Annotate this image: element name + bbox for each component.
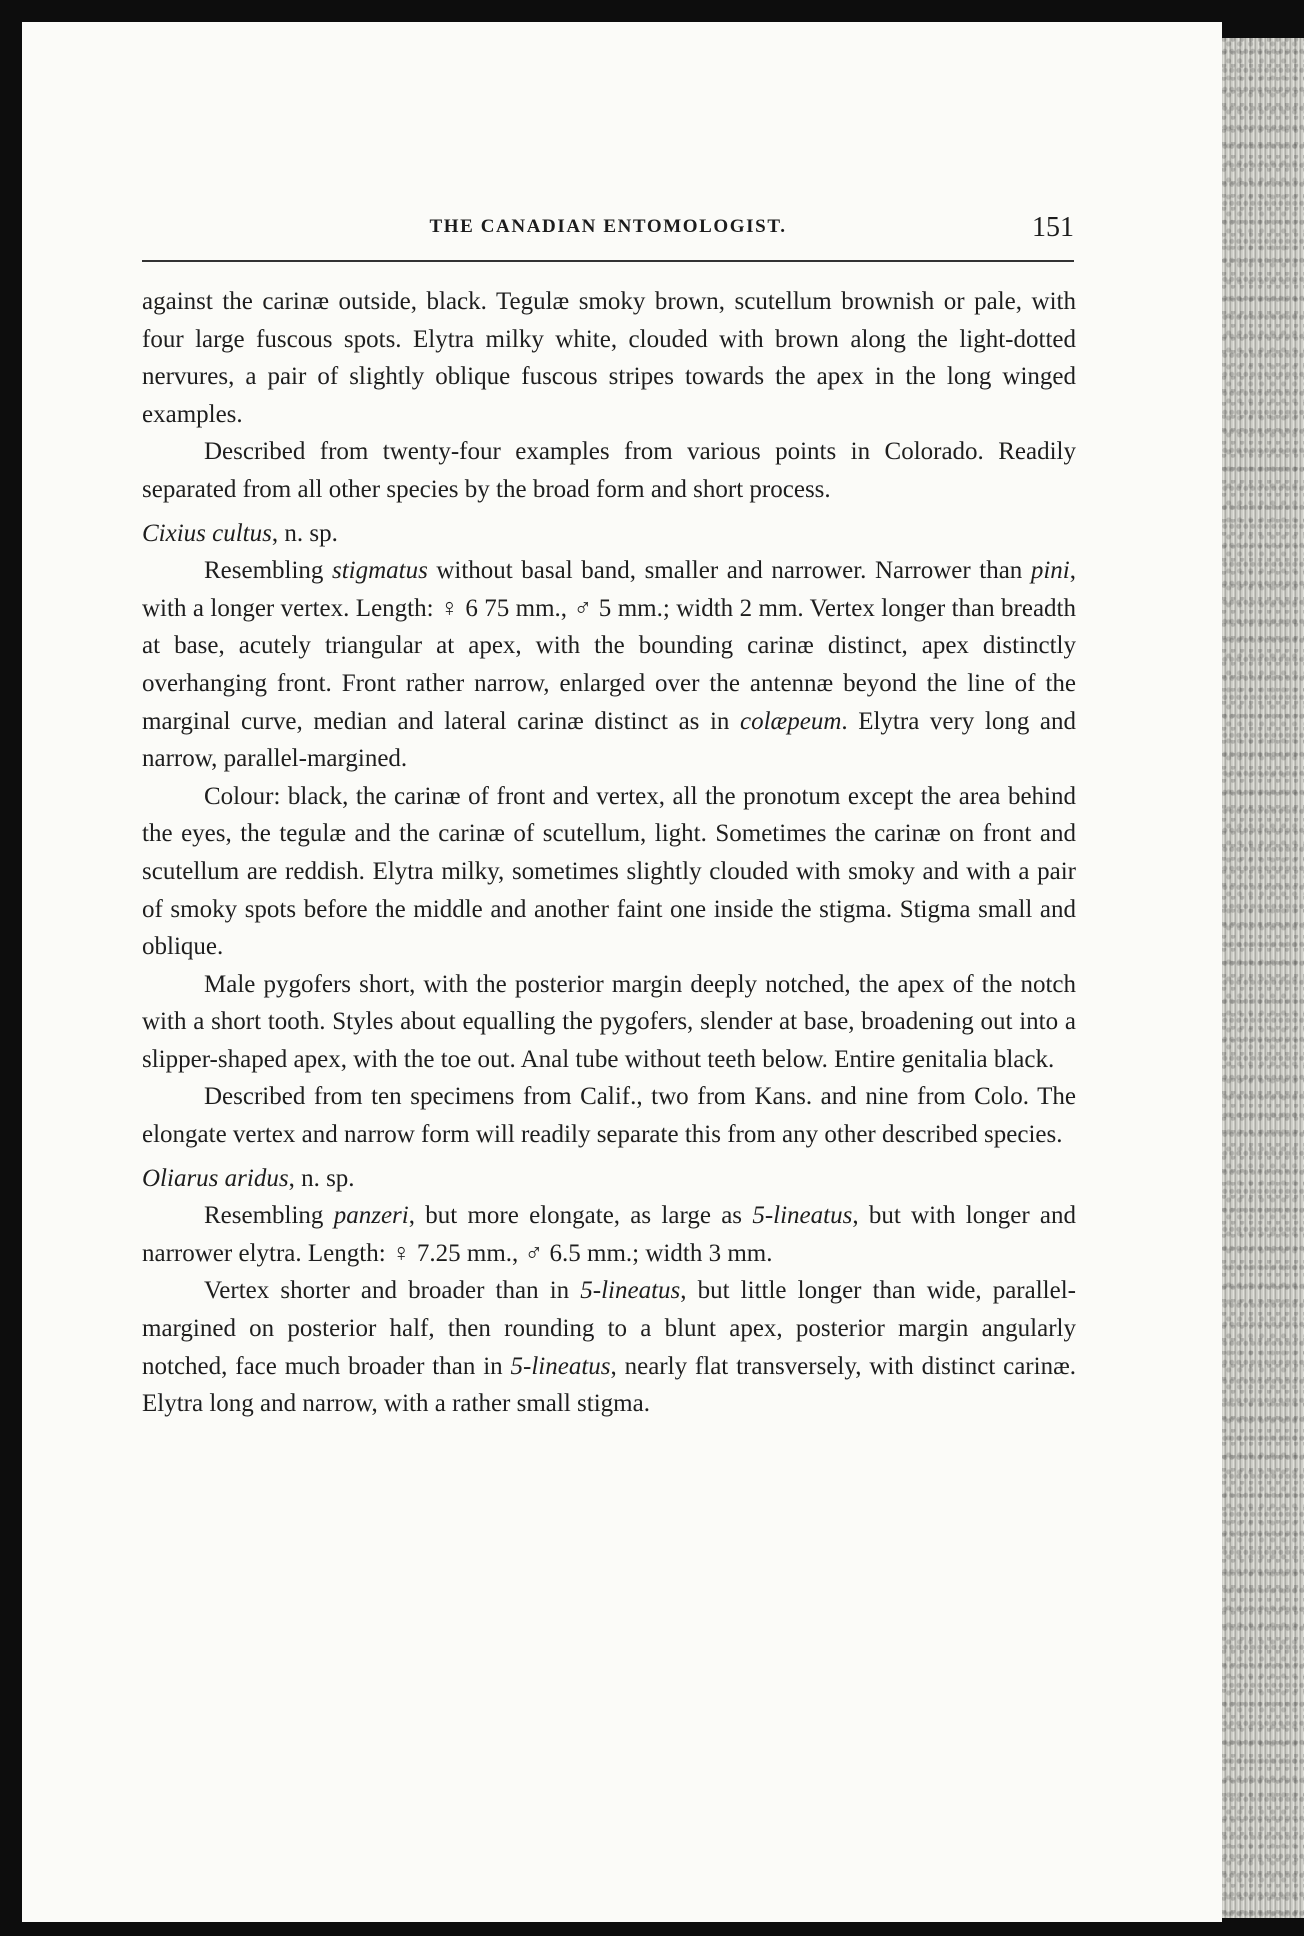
species-ref: 5-lineatus — [580, 1277, 681, 1305]
text-run: , but with longer and narrower elytra. Length: ♀ 7.25 mm., ♂ 6.5 mm.; width 3 mm. — [142, 1202, 1077, 1267]
text-run: , but little longer than wide, parallel-margined on posterior half, then rounding to a blunt apex, posterior margin angularly notched, face much broader than in — [142, 1277, 1076, 1380]
paragraph-cixius-description — [142, 552, 1076, 778]
species-ref: panzeri — [333, 1202, 409, 1230]
text-run: , nearly flat transversely, with distinct carinæ. Elytra long and narrow, with a rather small stigma. — [142, 1352, 1077, 1418]
species-ref: colæpeum — [740, 707, 842, 735]
species-name: Oliarus aridus — [142, 1164, 289, 1192]
paragraph-vertex — [142, 1272, 1076, 1422]
paragraph-male-pygofers: Male pygofers short, with the posterior margin deeply notched, the apex of the notch with a short tooth. Styles about equalling the pygofers, slender at base, broadening out into a slipper-shaped apex, with the toe out. Anal tube without teeth below. Entire genitalia black. — [142, 970, 1076, 1073]
running-title: THE CANADIAN ENTOMOLOGIST. — [429, 216, 787, 237]
running-header — [142, 212, 1074, 252]
text-run: Resembling — [204, 1202, 334, 1230]
species-suffix: , n. sp. — [271, 519, 338, 547]
paragraph-oliarus-description — [142, 1197, 1076, 1272]
paragraph-described-colorado: Described from twenty-four examples from various points in Colorado. Readily separated from all other species by the broad form and short process. — [142, 438, 1076, 503]
paragraph-continued: against the carinæ outside, black. Tegulæ smoky brown, scutellum brownish or pale, with four large fuscous spots. Elytra milky white, clouded with brown along the light-dotted nervures, a pair of slightly oblique fuscous stripes towards the apex in the long winged examples. — [142, 288, 1076, 428]
text-run: Vertex shorter and broader than in — [204, 1277, 581, 1305]
text-run: , with a longer vertex. Length: ♀ 6 75 mm., ♂ 5 mm.; width 2 mm. Vertex longer than breadth at base, acutely triangular at apex, with the bounding carinæ distinct, apex distinctly overhanging front. Front rather narrow, enlarged over the antennæ beyond the line of the marginal curve, median and lateral carinæ distinct as in — [142, 557, 1076, 735]
text-run: , but more elongate, as large as — [408, 1202, 753, 1230]
species-heading-oliarus — [142, 1160, 1076, 1198]
text-run: Resembling — [204, 557, 332, 585]
species-ref: 5-lineatus — [510, 1352, 611, 1380]
species-ref: stigmatus — [331, 557, 428, 585]
species-ref: 5-lineatus — [752, 1202, 853, 1230]
text-run: . Elytra very long and narrow, parallel-margined. — [142, 707, 1076, 773]
page-number: 151 — [1032, 212, 1074, 243]
paragraph-described-specimens: Described from ten specimens from Calif., two from Kans. and nine from Colo. The elongate vertex and narrow form will readily separate this from any other described species. — [142, 1083, 1076, 1149]
paragraph-colour: Colour: black, the carinæ of front and vertex, all the pronotum except the area behind the eyes, the tegulæ and the carinæ of scutellum, light. Sometimes the carinæ on front and scutellum are reddish. Elytra milky, sometimes slightly clouded with smoky and with a pair of smoky spots before the middle and another faint one inside the stigma. Stigma small and oblique. — [142, 782, 1076, 961]
text-run: without basal band, smaller and narrower. Narrower than — [427, 557, 1031, 585]
page-edge-stack — [1222, 38, 1304, 1918]
species-name: Cixius cultus — [142, 519, 272, 547]
species-suffix: , n. sp. — [288, 1164, 355, 1192]
species-heading-cixius — [142, 515, 1076, 553]
header-rule — [142, 260, 1074, 262]
species-ref: pini — [1030, 557, 1070, 585]
body-text — [142, 283, 1076, 1423]
